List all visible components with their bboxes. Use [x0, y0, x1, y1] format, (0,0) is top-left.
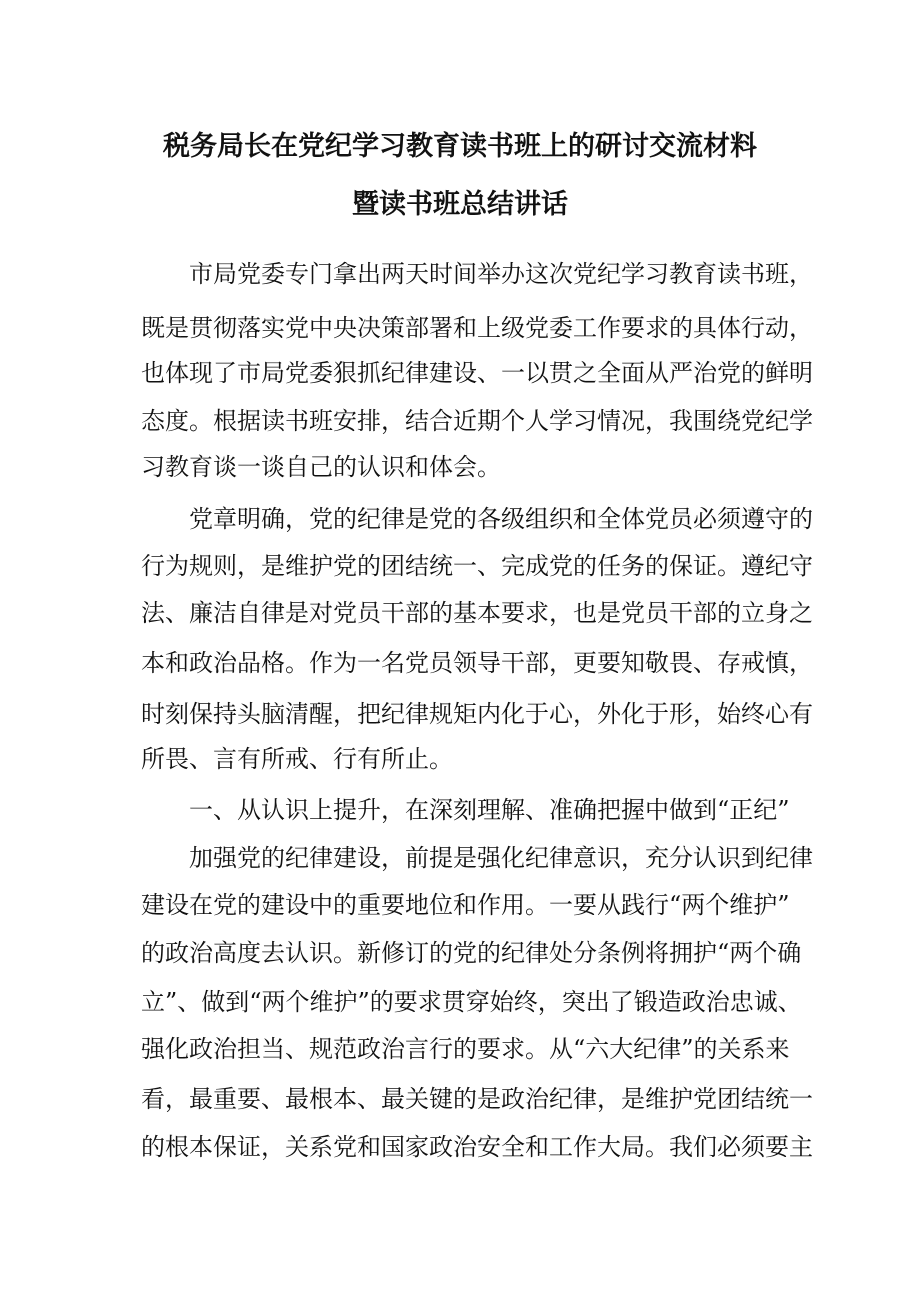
text-line: 立”、做到“两个维护”的要求贯穿始终，突出了锻造政治忠诚、	[141, 988, 802, 1016]
text-line: 强化政治担当、规范政治言行的要求。从“六大纪律”的关系来	[141, 1035, 790, 1063]
text-line: 也体现了市局党委狠抓纪律建设、一以贯之全面从严治党的鲜明	[141, 359, 813, 387]
text-line: 所畏、言有所戒、行有所止。	[141, 745, 453, 773]
text-line: 的根本保证，关系党和国家政治安全和工作大局。我们必须要主	[141, 1133, 813, 1161]
document-title-line-1: 税务局长在党纪学习教育读书班上的研讨交流材料	[163, 131, 757, 162]
text-line: 法、廉洁自律是对党员干部的基本要求，也是党员干部的立身之	[141, 599, 813, 627]
text-line: 看，最重要、最根本、最关键的是政治纪律，是维护党团结统一	[141, 1085, 813, 1113]
text-line: 党章明确，党的纪律是党的各级组织和全体党员必须遵守的	[189, 505, 813, 533]
text-line: 既是贯彻落实党中央决策部署和上级党委工作要求的具体行动，	[141, 314, 813, 342]
text-line: 行为规则，是维护党的团结统一、完成党的任务的保证。遵纪守	[141, 552, 813, 580]
section-heading: 一、从认识上提升，在深刻理解、准确把握中做到“正纪”	[189, 796, 790, 824]
text-line: 市局党委专门拿出两天时间举办这次党纪学习教育读书班，	[189, 260, 813, 288]
text-line: 的政治高度去认识。新修订的党的纪律处分条例将拥护“两个确	[141, 939, 802, 967]
text-line: 本和政治品格。作为一名党员领导干部，更要知敬畏、存戒慎，	[141, 649, 813, 677]
text-line: 时刻保持头脑清醒，把纪律规矩内化于心，外化于形，始终心有	[141, 700, 813, 728]
text-line: 习教育谈一谈自己的认识和体会。	[141, 453, 501, 481]
text-line: 加强党的纪律建设，前提是强化纪律意识，充分认识到纪律	[189, 844, 813, 872]
document-title-line-2: 暨读书班总结讲话	[352, 189, 568, 220]
text-line: 态度。根据读书班安排，结合近期个人学习情况，我围绕党纪学	[141, 407, 813, 435]
text-line: 建设在党的建设中的重要地位和作用。一要从践行“两个维护”	[141, 891, 790, 919]
